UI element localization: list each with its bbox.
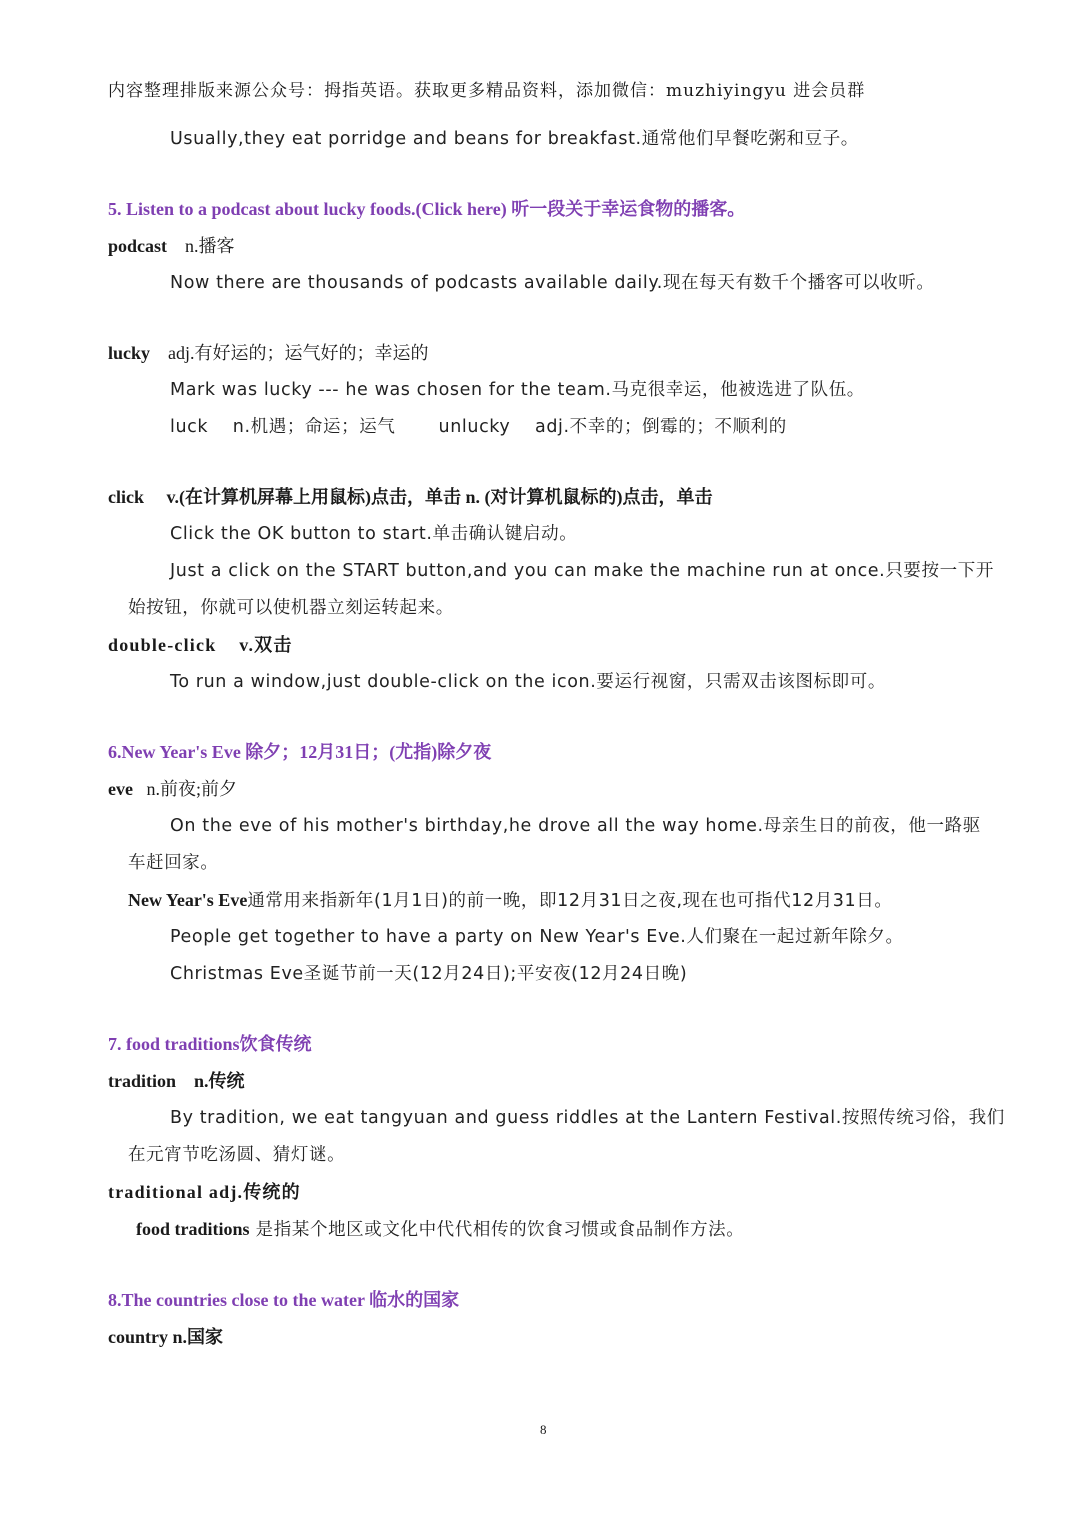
- headword-eve: [108, 777, 237, 801]
- page-number: 8: [540, 1422, 547, 1437]
- example-sentence-continued: 车赶回家。: [128, 853, 219, 873]
- headword: eve: [108, 779, 133, 799]
- related-words: luck n.机遇；命运；运气 unlucky adj.不幸的；倒霉的；不顺利的: [170, 417, 787, 437]
- headword: traditional: [108, 1182, 204, 1202]
- definition: adj.有好运的；运气好的；幸运的: [168, 343, 429, 363]
- usage-note: [128, 888, 892, 913]
- headword-double-click: [108, 633, 293, 657]
- headword-traditional: [108, 1180, 301, 1204]
- section-heading-5: 5. Listen to a podcast about lucky foods.(Click here) 听一段关于幸运食物的播客。: [108, 199, 746, 219]
- headword: lucky: [108, 343, 151, 363]
- example-sentence: Click the OK button to start.单击确认键启动。: [170, 524, 578, 544]
- food-traditions-note: [136, 1217, 744, 1242]
- section-heading-8: 8.The countries close to the water 临水的国家: [108, 1290, 460, 1310]
- page-header: 内容整理排版来源公众号：拇指英语。获取更多精品资料，添加微信：muzhiyingyu 进会员群: [108, 81, 866, 101]
- headword-click: [108, 485, 713, 509]
- headword: podcast: [108, 236, 168, 256]
- headword-country: [108, 1325, 223, 1349]
- definition: v.(在计算机屏幕上用鼠标)点击，单击 n. (对计算机鼠标的)点击，单击: [166, 487, 713, 507]
- example-sentence: Usually,they eat porridge and beans for breakfast.通常他们早餐吃粥和豆子。: [170, 129, 859, 149]
- section-heading-6: 6.New Year's Eve 除夕；12月31日；(尤指)除夕夜: [108, 742, 492, 762]
- example-sentence: Now there are thousands of podcasts available daily.现在每天有数千个播客可以收听。: [170, 273, 935, 293]
- headword: double-click: [108, 635, 217, 655]
- example-sentence: On the eve of his mother's birthday,he drove all the way home.母亲生日的前夜，他一路驱: [170, 816, 981, 836]
- example-sentence: By tradition, we eat tangyuan and guess riddles at the Lantern Festival.按照传统习俗，我们: [170, 1108, 1005, 1128]
- headword-tradition: [108, 1069, 245, 1093]
- headword-lucky: [108, 341, 429, 365]
- example-sentence-continued: 在元宵节吃汤圆、猜灯谜。: [128, 1145, 346, 1165]
- section-heading-7: 7. food traditions饮食传统: [108, 1034, 312, 1054]
- headword: tradition: [108, 1071, 177, 1091]
- headword: click: [108, 487, 144, 507]
- definition: adj.传统的: [208, 1182, 301, 1202]
- example-sentence: Christmas Eve圣诞节前一天(12月24日);平安夜(12月24日晚): [170, 964, 688, 984]
- example-sentence: Just a click on the START button,and you can make the machine run at once.只要按一下开: [170, 561, 994, 581]
- note-term: food traditions: [136, 1219, 250, 1239]
- example-sentence: To run a window,just double-click on the icon.要运行视窗，只需双击该图标即可。: [170, 672, 886, 692]
- note-text: 通常用来指新年(1月1日)的前一晚，即12月31日之夜,现在也可指代12月31日。: [247, 891, 893, 911]
- definition: v.双击: [239, 635, 293, 655]
- example-sentence-continued: 始按钮，你就可以使机器立刻运转起来。: [128, 598, 454, 618]
- note-term: New Year's Eve: [128, 890, 248, 910]
- definition: n.传统: [194, 1071, 245, 1091]
- headword: country: [108, 1327, 168, 1347]
- note-text: 是指某个地区或文化中代代相传的饮食习惯或食品制作方法。: [249, 1220, 745, 1240]
- example-sentence: Mark was lucky --- he was chosen for the team.马克很幸运，他被选进了队伍。: [170, 380, 865, 400]
- definition: n.前夜;前夕: [146, 779, 237, 799]
- example-sentence: People get together to have a party on New Year's Eve.人们聚在一起过新年除夕。: [170, 927, 904, 947]
- definition: n.国家: [172, 1327, 224, 1347]
- headword-podcast: [108, 234, 235, 258]
- definition: n.播客: [185, 236, 235, 256]
